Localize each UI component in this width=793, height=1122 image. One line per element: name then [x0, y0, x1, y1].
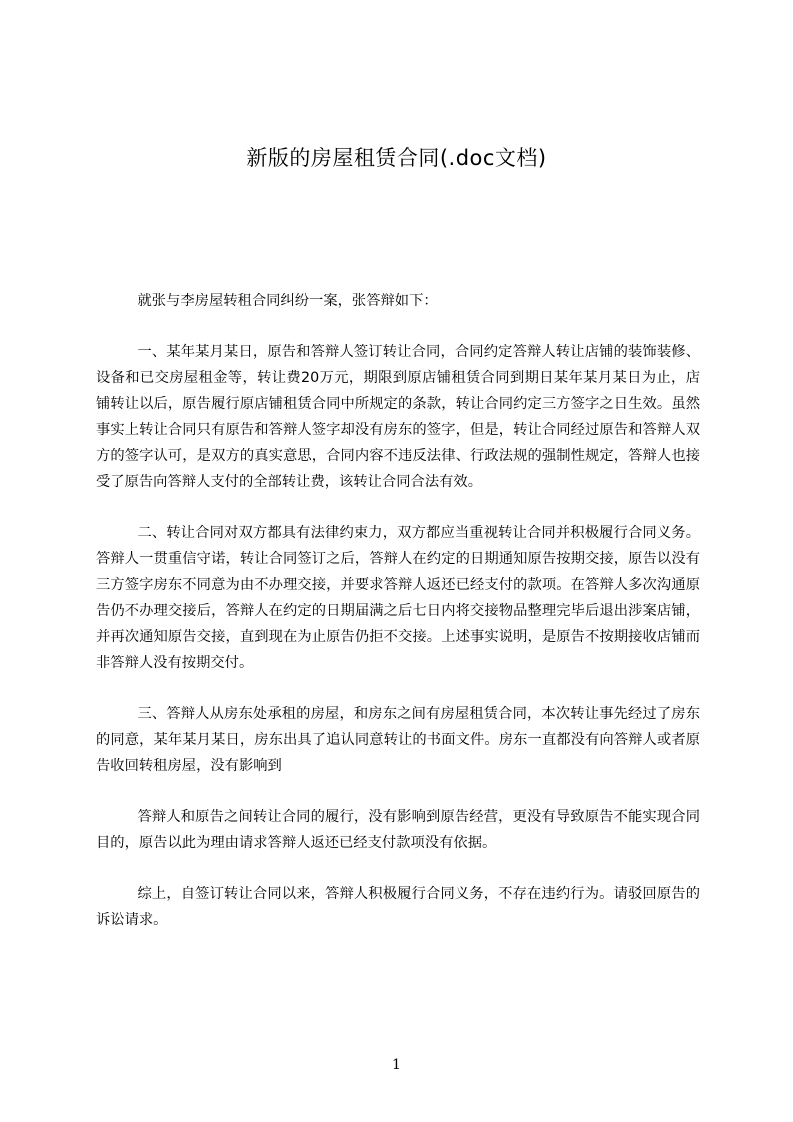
- paragraph-point-two: 二、转让合同对双方都具有法律约束力，双方都应当重视转让合同并积极履行合同义务。答辩人一贯重信守诺，转让合同签订之后，答辩人在约定的日期通知原告按期交接，原告以没有三方签字房东不同意为由不办理交接，并要求答辩人返还已经支付的款项。在答辩人多次沟通原告仍不办理交接后，答辩人在约定的日期届满之后七日内将交接物品整理完毕后退出涉案店铺，并再次通知原告交接，直到现在为止原告仍拒不交接。上述事实说明，是原告不按期接收店铺而非答辩人没有按期交付。: [96, 525, 700, 671]
- paragraph-conclusion: 综上，自签订转让合同以来，答辩人积极履行合同义务，不存在违约行为。请驳回原告的诉讼请求。: [96, 886, 700, 928]
- document-body: [96, 288, 700, 958]
- paragraph-point-one: 一、某年某月某日，原告和答辩人签订转让合同，合同约定答辩人转让店铺的装饰装修、设备和已交房屋租金等，转让费20万元，期限到原店铺租赁合同到期日某年某月某日为止，店铺转让以后，原告履行原店铺租赁合同中所规定的条款，转让合同约定三方签字之日生效。虽然事实上转让合同只有原告和答辩人签字却没有房东的签字，但是，转让合同经过原告和答辩人双方的签字认可，是双方的真实意思，合同内容不违反法律、行政法规的强制性规定，答辩人也接受了原告向答辩人支付的全部转让费，该转让合同合法有效。: [96, 344, 700, 490]
- paragraph-point-three: 三、答辩人从房东处承租的房屋，和房东之间有房屋租赁合同，本次转让事先经过了房东的同意，某年某月某日，房东出具了追认同意转让的书面文件。房东一直都没有向答辩人或者原告收回转租房屋，没有影响到: [96, 706, 700, 774]
- paragraph-point-three-continued: 答辩人和原告之间转让合同的履行，没有影响到原告经营，更没有导致原告不能实现合同目的，原告以此为理由请求答辩人返还已经支付款项没有依据。: [96, 809, 700, 851]
- document-title: 新版的房屋租赁合同(.doc文档): [246, 146, 547, 170]
- page-number: 1: [392, 1057, 401, 1073]
- paragraph-intro: 就张与李房屋转租合同纠纷一案，张答辩如下：: [137, 293, 438, 309]
